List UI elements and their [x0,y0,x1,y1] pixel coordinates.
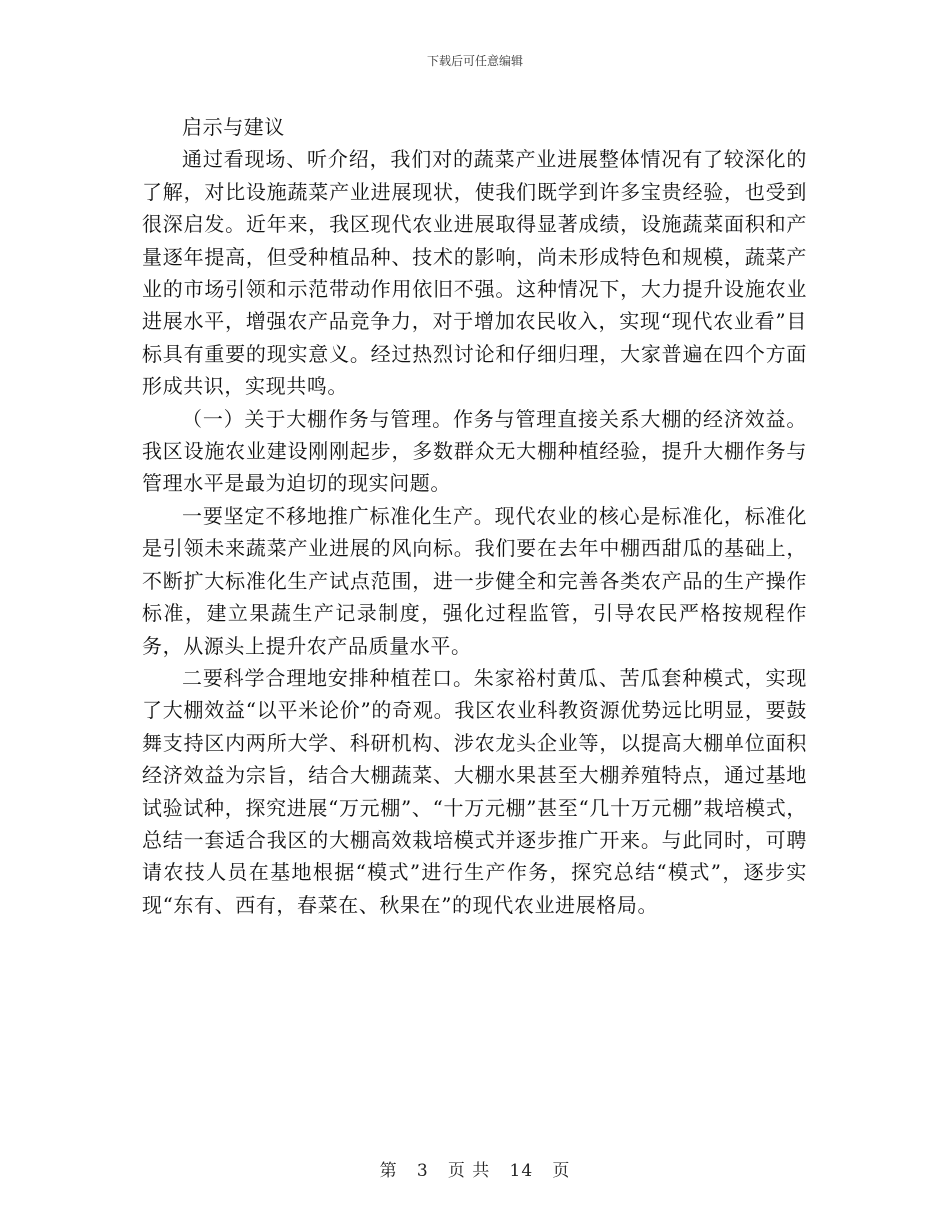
paragraph-intro: 通过看现场、听介绍，我们对的蔬菜产业进展整体情况有了较深化的了解，对比设施蔬菜产业进展现状，使我们既学到许多宝贵经验，也受到很深启发。近年来，我区现代农业进展取得显著成绩，设施蔬菜面积和产量逐年提高，但受种植品种、技术的影响，尚未形成特色和规模，蔬菜产业的市场引领和示范带动作用依旧不强。这种情况下，大力提升设施农业进展水平，增强农产品竞争力，对于增加农民收入，实现“现代农业看”目标具有重要的现实意义。经过热烈讨论和仔细归理，大家普遍在四个方面形成共识，实现共鸣。 [142,147,807,399]
page-header-note: 下载后可任意编辑 [426,54,523,68]
paragraph-point-one: 一要坚定不移地推广标准化生产。现代农业的核心是标准化，标准化是引领未来蔬菜产业进展的风向标。我们要在去年中棚西甜瓜的基础上，不断扩大标准化生产试点范围，进一步健全和完善各类农产品的生产操作标准，建立果蔬生产记录制度，强化过程监管，引导农民严格按规程作务，从源头上提升农产品质量水平。 [142,503,807,658]
footer-page-total: 14 [509,1161,534,1181]
paragraph-point-two: 二要科学合理地安排种植茬口。朱家裕村黄瓜、苦瓜套种模式，实现了大棚效益“以平米论价”的奇观。我区农业科教资源优势远比明显，要鼓舞支持区内两所大学、科研机构、涉农龙头企业等，以提高大棚单位面积经济效益为宗旨，结合大棚蔬菜、大棚水果甚至大棚养殖特点，通过基地试验试种，探究进展“万元棚”、“十万元棚”甚至“几十万元棚”栽培模式，总结一套适合我区的大棚高效栽培模式并逐步推广开来。与此同时，可聘请农技人员在基地根据“模式”进行生产作务，探究总结“模式”，逐步实现“东有、西有，春菜在、秋果在”的现代农业进展格局。 [142,665,807,917]
paragraph-section-one: （一）关于大棚作务与管理。作务与管理直接关系大棚的经济效益。我区设施农业建设刚刚起步，多数群众无大棚种植经验，提升大棚作务与管理水平是最为迫切的现实问题。 [142,406,807,496]
page-footer [0,1156,950,1181]
footer-middle: 页 共 [447,1161,491,1181]
section-heading: 启示与建议 [182,115,285,139]
footer-suffix: 页 [552,1161,571,1181]
document-body [142,111,807,921]
footer-page-current: 3 [416,1161,429,1181]
footer-prefix: 第 [379,1161,398,1181]
